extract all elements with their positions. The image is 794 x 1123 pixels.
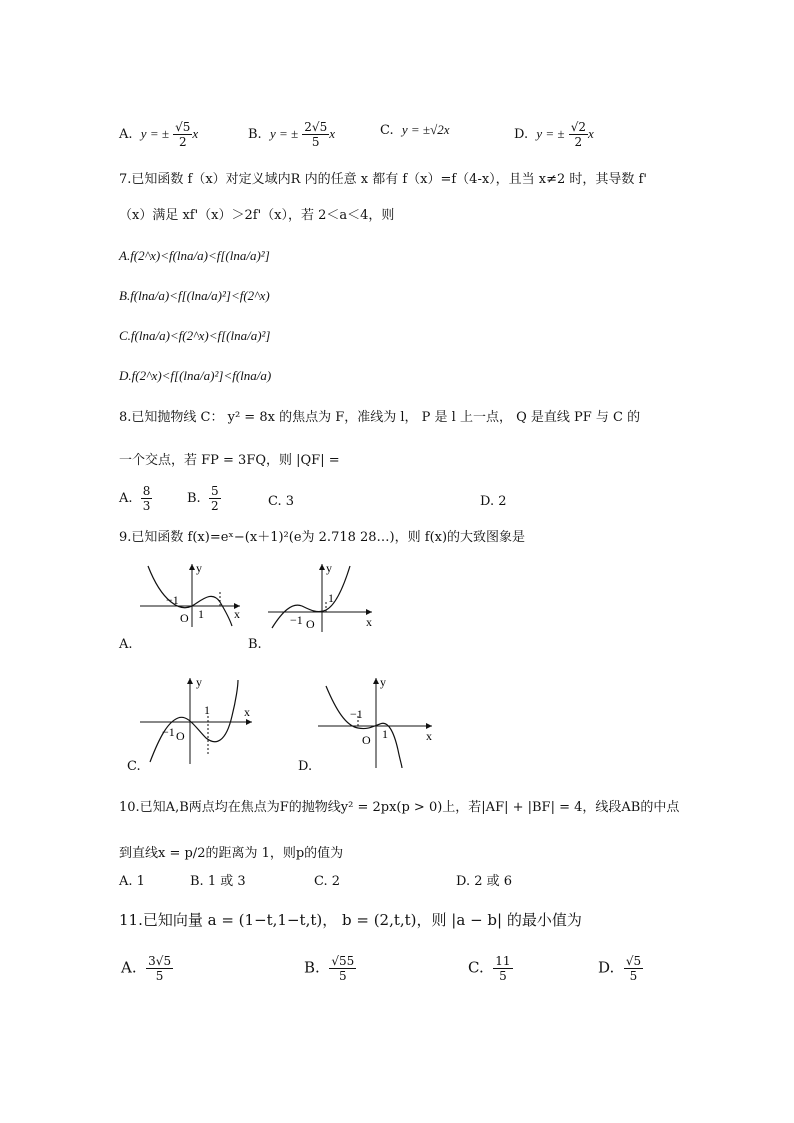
q7-option-d: D.f(2^x)<f[(lna/a)²]<f(lna/a)	[119, 368, 272, 383]
q7-option-b: B.f(lna/a)<f[(lna/a)²]<f(2^x)	[119, 288, 270, 303]
q6-c-label: C.	[380, 123, 394, 138]
q6-option-b	[248, 120, 335, 149]
q6-d-var: x	[587, 126, 594, 141]
q9-graph-d-neg-one: −1	[350, 707, 363, 721]
q11-d-num: √5	[625, 954, 642, 968]
q11-d-frac	[624, 954, 643, 983]
q11-b-den: 5	[338, 969, 347, 983]
q6-a-den: 2	[178, 135, 187, 149]
q9-graph-c-curve	[150, 680, 238, 762]
q9-graph-b-x-label: x	[366, 615, 372, 629]
q8-option-d: D. 2	[480, 494, 507, 509]
q9-graph-c-origin: O	[176, 729, 185, 743]
q6-b-frac	[302, 120, 329, 149]
q9-graph-c-one: 1	[204, 703, 210, 717]
q9-graph-a-origin: O	[180, 611, 189, 625]
q8-a-num: 8	[142, 484, 151, 498]
q11-b-frac	[329, 954, 356, 983]
q6-option-d	[514, 120, 594, 149]
q7-stem-line1: 7.已知函数 f（x）对定义域内R 内的任意 x 都有 f（x）=f（4-x），且当 x≠2 时，其导数 f'	[119, 172, 647, 187]
q11-option-a	[121, 954, 173, 983]
q6-d-expr: y = ±	[536, 126, 565, 141]
q9-graph-a	[140, 562, 250, 632]
q6-b-var: x	[329, 126, 335, 141]
q11-stem: 11.已知向量 a = (1−t,1−t,t)， b = (2,t,t)，则 |a − b| 的最小值为	[119, 911, 582, 929]
q6-b-den: 5	[311, 135, 320, 149]
q8-b-den: 2	[210, 499, 219, 513]
q11-a-label: A.	[121, 958, 137, 977]
q10-stem-line2: 到直线x = p/2的距离为 1，则p的值为	[119, 846, 344, 861]
q11-option-d	[598, 954, 643, 983]
q11-b-label: B.	[304, 958, 320, 977]
q8-b-num: 5	[210, 484, 219, 498]
q6-d-den: 2	[574, 135, 583, 149]
q9-graph-d-y-label: y	[380, 675, 386, 689]
q9-graph-d-x-label: x	[426, 729, 432, 743]
q11-c-den: 5	[499, 969, 507, 983]
q9-graph-c	[140, 676, 260, 766]
q8-stem-line2: 一个交点，若 FP = 3FQ，则 |QF| =	[119, 453, 340, 468]
q11-a-frac	[146, 954, 173, 983]
q8-a-frac	[141, 484, 153, 513]
q9-graph-a-curve	[148, 566, 232, 626]
q8-b-frac	[209, 484, 221, 513]
q9-graph-b-neg-one: −1	[290, 613, 303, 627]
q6-c-expr: y = ±√2x	[401, 122, 450, 137]
q7-option-a: A.f(2^x)<f(lna/a)<f[(lna/a)²]	[119, 248, 270, 263]
q9-graph-c-y-label: y	[196, 675, 202, 689]
q9-label-c: C.	[127, 759, 141, 774]
q9-graph-c-x-label: x	[244, 705, 250, 719]
q10-option-b: B. 1 或 3	[190, 874, 246, 889]
q11-d-label: D.	[598, 958, 615, 977]
q9-graph-b	[268, 562, 378, 632]
q9-label-d: D.	[298, 759, 313, 774]
q6-d-label: D.	[514, 127, 529, 142]
q9-graph-c-neg-one: −1	[162, 725, 175, 739]
q8-b-label: B.	[187, 491, 201, 506]
q9-graph-a-one: 1	[198, 607, 204, 621]
q9-graph-b-origin: O	[306, 617, 315, 631]
q6-option-c	[380, 122, 449, 139]
q9-graph-d-one: 1	[382, 727, 388, 741]
q11-d-den: 5	[629, 969, 638, 983]
q6-option-a	[119, 120, 198, 149]
q9-stem: 9.已知函数 f(x)=eˣ−(x＋1)²(e为 2.718 28…)，则 f(x)的大致图象是	[119, 530, 526, 545]
q9-label-a: A.	[119, 637, 133, 652]
q6-a-label: A.	[119, 127, 133, 142]
q10-option-a: A. 1	[119, 874, 145, 889]
q8-a-den: 3	[142, 499, 151, 513]
q10-option-c: C. 2	[314, 874, 341, 889]
q6-b-expr: y = ±	[269, 126, 299, 141]
q8-a-label: A.	[119, 491, 133, 506]
q6-d-num: √2	[570, 120, 586, 134]
q6-a-expr: y = ±	[140, 126, 169, 141]
q11-option-b	[304, 954, 356, 983]
q11-a-num: 3√5	[148, 954, 172, 968]
q9-graph-d	[318, 676, 438, 766]
q11-c-label: C.	[468, 958, 484, 977]
q8-stem-line1: 8.已知抛物线 C： y² = 8x 的焦点为 F，准线为 l， P 是 l 上一点， Q 是直线 PF 与 C 的	[119, 410, 641, 425]
q9-graph-b-y-label: y	[326, 561, 332, 575]
q8-option-b	[187, 484, 221, 513]
q9-graph-a-neg-one: −1	[166, 593, 179, 607]
q10-option-d: D. 2 或 6	[456, 874, 513, 889]
q9-graph-a-x-label: x	[234, 607, 240, 621]
q9-label-b: B.	[248, 637, 262, 652]
q6-a-num: √5	[175, 120, 191, 134]
q6-b-label: B.	[248, 127, 262, 142]
q10-stem-line1: 10.已知A,B两点均在焦点为F的抛物线y² = 2px(p > 0)上，若|AF| + |BF| = 4，线段AB的中点	[119, 800, 680, 815]
q9-graph-a-y-label: y	[196, 561, 202, 575]
q7-option-c: C.f(lna/a)<f(2^x)<f[(lna/a)²]	[119, 328, 271, 343]
q11-c-frac	[493, 954, 512, 983]
q9-graph-d-origin: O	[362, 733, 371, 747]
q11-a-den: 5	[155, 969, 164, 983]
q7-stem-line2: （x）满足 xf'（x）＞2f'（x），若 2＜a＜4，则	[119, 208, 395, 223]
q9-graph-d-curve	[326, 686, 402, 768]
q8-option-a	[119, 484, 152, 513]
q11-b-num: √55	[331, 954, 355, 968]
q6-d-frac	[569, 120, 588, 149]
q6-a-frac	[173, 120, 192, 149]
q6-a-var: x	[192, 126, 199, 141]
q6-b-num: 2√5	[304, 120, 328, 134]
q11-c-num: 11	[495, 954, 511, 968]
q9-graph-b-one: 1	[328, 591, 334, 605]
q8-option-c: C. 3	[268, 494, 295, 509]
q11-option-c	[468, 954, 513, 983]
